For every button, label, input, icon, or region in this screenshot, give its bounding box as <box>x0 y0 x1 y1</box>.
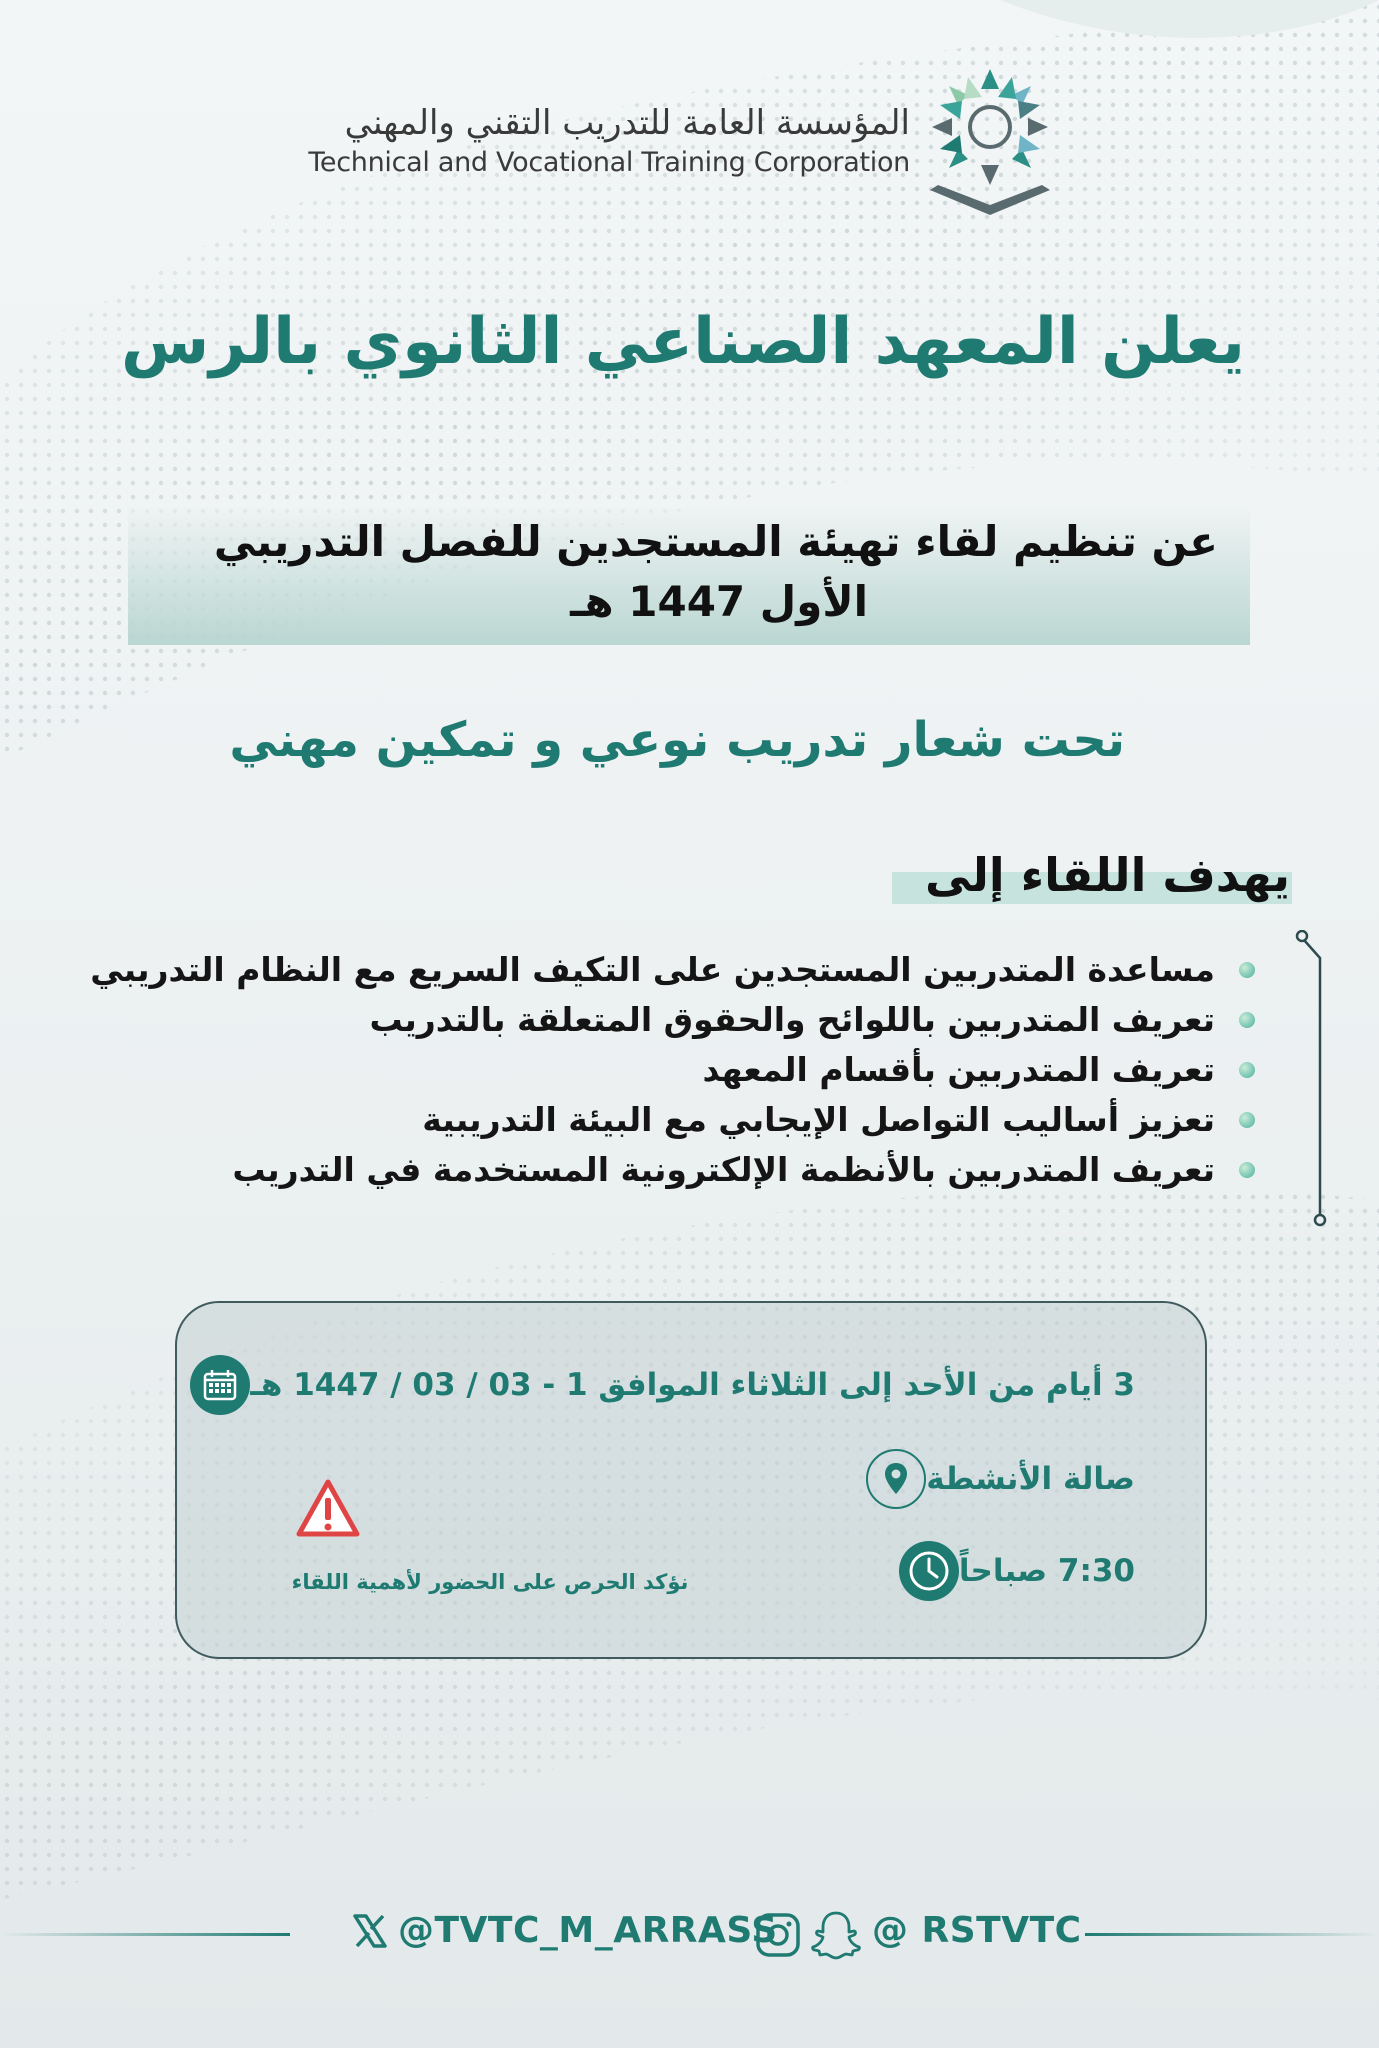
announcement-line-2: الأول 1447 هـ <box>570 577 868 626</box>
goal-item: تعريف المتدربين بأقسام المعهد <box>140 1045 1255 1095</box>
bullet-icon <box>1239 1012 1255 1028</box>
goals-connector-line <box>1290 930 1340 1230</box>
goal-item: مساعدة المتدربين المستجدين على التكيف السريع مع النظام التدريبي <box>140 945 1255 995</box>
org-name-en: Technical and Vocational Training Corporation <box>308 147 910 178</box>
announcement-line-1: عن تنظيم لقاء تهيئة المستجدين للفصل التدريبي <box>213 517 1218 566</box>
warning-text: نؤكد الحرص على الحضور لأهمية اللقاء <box>291 1570 689 1594</box>
bullet-icon <box>1239 1112 1255 1128</box>
snapchat-icon[interactable] <box>810 1910 862 1960</box>
event-date: 3 أيام من الأحد إلى الثلاثاء الموافق 1 - 03 / 03 / 1447 هـ <box>250 1367 1135 1403</box>
header-logo <box>308 55 1060 225</box>
goals-list <box>90 945 1255 1195</box>
footer-divider-right <box>1085 1933 1379 1936</box>
x-handle[interactable]: @TVTC_M_ARRASS <box>398 1910 778 1951</box>
event-time: 7:30 صباحاً <box>958 1553 1135 1589</box>
warning-icon <box>295 1478 361 1540</box>
org-name-ar: المؤسسة العامة للتدريب التقني والمهني <box>344 103 910 143</box>
goals-title: يهدف اللقاء إلى <box>925 848 1290 902</box>
headline: يعلن المعهد الصناعي الثانوي بالرس <box>120 305 1245 379</box>
instagram-icon[interactable] <box>755 1912 801 1958</box>
goal-item: تعزيز أساليب التواصل الإيجابي مع البيئة التدريبية <box>140 1095 1255 1145</box>
goal-item: تعريف المتدربين باللوائح والحقوق المتعلقة بالتدريب <box>140 995 1255 1045</box>
location-pin-icon <box>866 1449 926 1509</box>
tvtc-logo-icon <box>920 55 1060 225</box>
calendar-icon <box>190 1355 250 1415</box>
event-location-row <box>866 1449 1153 1509</box>
event-time-row <box>899 1541 1153 1601</box>
event-date-row <box>190 1355 1153 1415</box>
bullet-icon <box>1239 1062 1255 1078</box>
snap-insta-handle[interactable]: @ RSTVTC <box>872 1910 1082 1951</box>
event-location: صالة الأنشطة <box>926 1461 1135 1497</box>
x-icon[interactable] <box>352 1913 388 1949</box>
bullet-icon <box>1239 962 1255 978</box>
slogan: تحت شعار تدريب نوعي و تمكين مهني <box>229 712 1125 768</box>
goal-item: تعريف المتدربين بالأنظمة الإلكترونية المستخدمة في التدريب <box>140 1145 1255 1195</box>
footer-divider-left <box>0 1933 290 1936</box>
bullet-icon <box>1239 1162 1255 1178</box>
announcement-text <box>128 512 1218 632</box>
clock-icon <box>899 1541 959 1601</box>
